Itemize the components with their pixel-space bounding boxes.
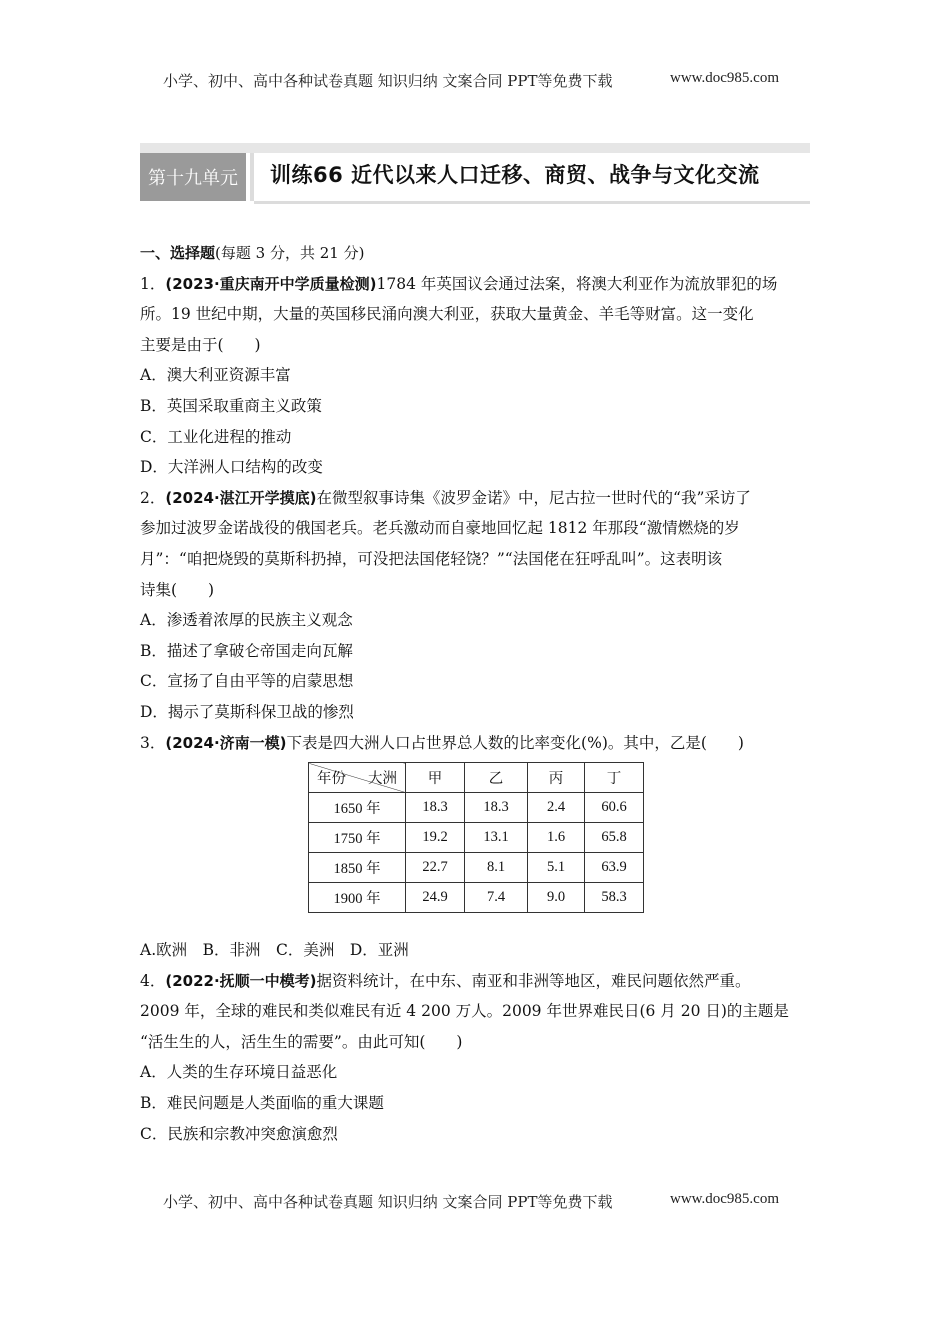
corner-year-label: 年份 [317,771,346,788]
option-c[interactable]: C．宣扬了自由平等的启蒙思想 [140,672,354,691]
option-a[interactable]: A．渗透着浓厚的民族主义观念 [140,611,353,630]
footer-text: 小学、初中、高中各种试卷真题 知识归纳 文案合同 PPT等免费下载 [163,1193,613,1211]
option-c[interactable]: C．工业化进程的推动 [140,427,292,446]
option-c[interactable]: C．民族和宗教冲突愈演愈烈 [140,1124,338,1143]
table-cell: 1850 年 [309,853,406,883]
question-2 [140,483,810,728]
question-stem-line: 3．(2024·济南一模)下表是四大洲人口占世界总人数的比率变化(%)。其中，乙是( ) [140,733,744,752]
table-header-cell: 甲 [406,763,465,793]
population-table [308,762,644,913]
table-cell: 1750 年 [309,823,406,853]
question-3 [140,728,810,966]
question-source: (2024·济南一模) [165,733,287,752]
banner-top-rule [140,143,810,153]
question-stem-line: 2009 年，全球的难民和类似难民有近 4 200 万人。2009 年世界难民日(6 月 20 日)的主题是 [140,1002,789,1021]
question-stem-line: 参加过波罗金诺战役的俄国老兵。老兵激动而自豪地回忆起 1812 年那段“激情燃烧的岁 [140,519,740,538]
question-source: (2024·湛江开学摸底) [165,488,317,507]
table-cell: 58.3 [585,883,644,913]
unit-tag: 第十九单元 [140,153,246,201]
table-cell: 18.3 [465,793,528,823]
question-stem-line: 所。19 世纪中期，大量的英国移民涌向澳大利亚，获取大量黄金、羊毛等财富。这一变化 [140,305,754,324]
header-text: 小学、初中、高中各种试卷真题 知识归纳 文案合同 PPT等免费下载 [163,72,613,90]
table-cell: 24.9 [406,883,465,913]
table-row [309,823,644,853]
question-stem-line: 主要是由于( ) [140,335,261,354]
table-cell: 1650 年 [309,793,406,823]
question-source: (2023·重庆南开中学质量检测) [165,274,377,293]
table-header-cell: 丙 [528,763,585,793]
table-cell: 22.7 [406,853,465,883]
table-corner-cell [309,763,406,793]
banner-bottom-rule [254,201,810,204]
question-4 [140,966,810,1150]
question-1 [140,269,810,483]
option-b[interactable]: B．英国采取重商主义政策 [140,396,322,415]
unit-banner [140,143,810,213]
table-cell: 13.1 [465,823,528,853]
header-url[interactable]: www.doc985.com [670,70,780,86]
question-stem-line: 月”：“咱把烧毁的莫斯科扔掉，可没把法国佬轻饶？”“法国佬在狂呼乱叫”。这表明该 [140,549,723,568]
table-row [309,793,644,823]
options-inline[interactable]: A.欧洲 B．非洲 C．美洲 D．亚洲 [140,941,409,960]
table-cell: 7.4 [465,883,528,913]
table-cell: 8.1 [465,853,528,883]
table-cell: 1900 年 [309,883,406,913]
table-cell: 60.6 [585,793,644,823]
table-header-row [309,763,644,793]
table-spacer [140,913,810,935]
question-stem-line: 诗集( ) [140,580,215,599]
question-stem-line: 2．(2024·湛江开学摸底)在微型叙事诗集《波罗金诺》中，尼古拉一世时代的“我”采访了 [140,488,751,507]
table-header-cell: 丁 [585,763,644,793]
table-cell: 9.0 [528,883,585,913]
question-stem-line: 1．(2023·重庆南开中学质量检测)1784 年英国议会通过法案，将澳大利亚作为流放罪犯的场 [140,274,778,293]
question-stem-line: 4．(2022·抚顺一中模考)据资料统计，在中东、南亚和非洲等地区，难民问题依然严重。 [140,971,751,990]
table-cell: 19.2 [406,823,465,853]
option-b[interactable]: B．描述了拿破仑帝国走向瓦解 [140,641,353,660]
table-header-cell: 乙 [465,763,528,793]
table-cell: 18.3 [406,793,465,823]
table-cell: 1.6 [528,823,585,853]
table-row [309,853,644,883]
option-a[interactable]: A．澳大利亚资源丰富 [140,366,291,385]
table-cell: 65.8 [585,823,644,853]
table-cell: 5.1 [528,853,585,883]
footer-url[interactable]: www.doc985.com [670,1191,780,1207]
table-cell: 63.9 [585,853,644,883]
table-cell: 2.4 [528,793,585,823]
question-source: (2022·抚顺一中模考) [165,971,317,990]
exercise-content [140,238,810,1149]
option-d[interactable]: D．大洋洲人口结构的改变 [140,458,323,477]
table-row [309,883,644,913]
section-heading: 一、选择题(每题 3 分，共 21 分) [140,244,365,262]
exercise-title: 训练66 近代以来人口迁移、商贸、战争与文化交流 [270,163,760,187]
option-b[interactable]: B．难民问题是人类面临的重大课题 [140,1094,384,1113]
option-d[interactable]: D．揭示了莫斯科保卫战的惨烈 [140,702,354,721]
banner-separator [250,153,254,201]
option-a[interactable]: A．人类的生存环境日益恶化 [140,1063,338,1082]
question-stem-line: “活生生的人，活生生的需要”。由此可知( ) [140,1032,463,1051]
corner-continent-label: 大洲 [368,771,397,788]
